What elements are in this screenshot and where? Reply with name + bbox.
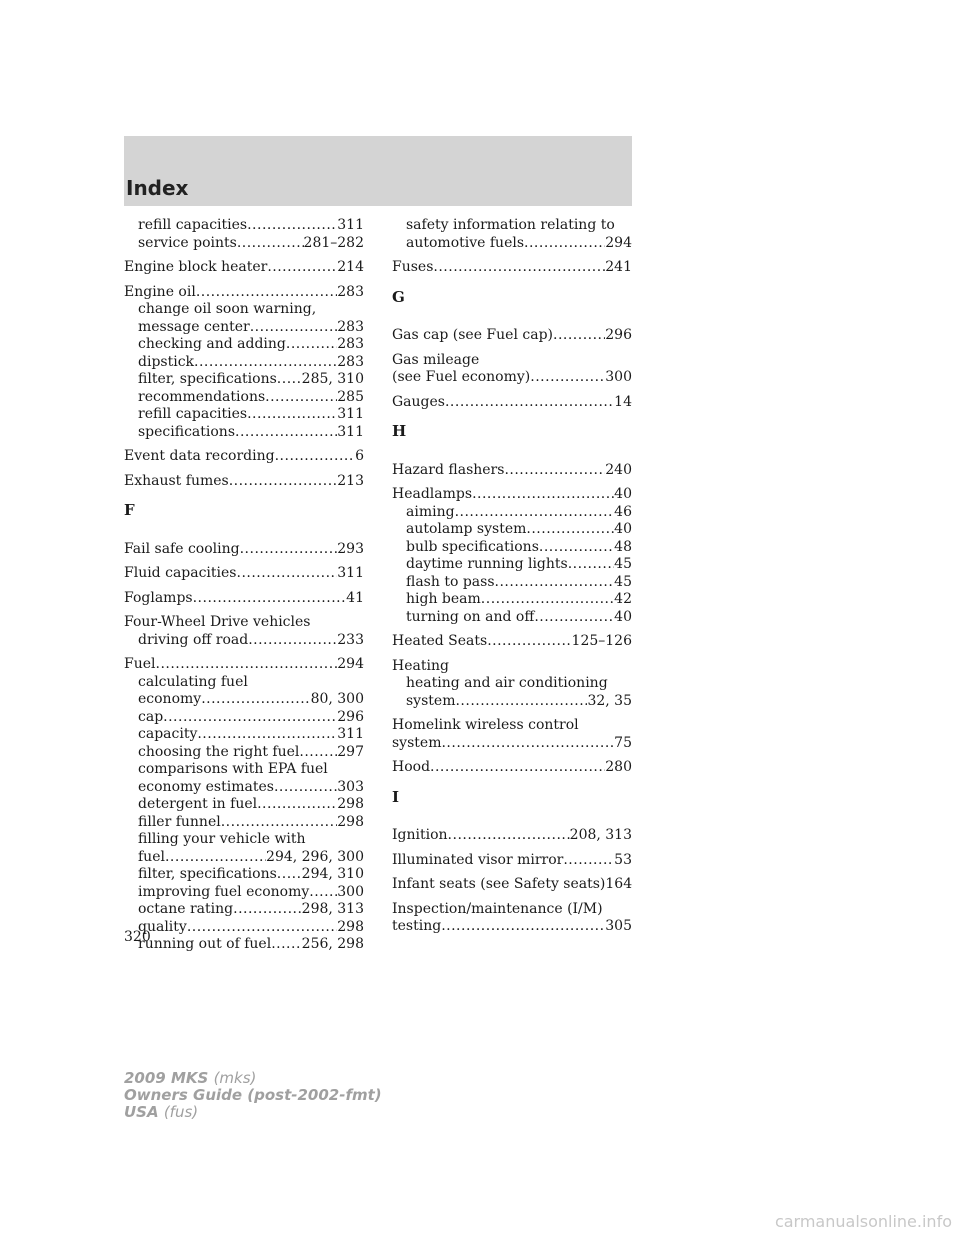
page-ref: 297 (337, 743, 364, 760)
index-term: autolamp system (406, 521, 527, 537)
index-term: economy (138, 691, 202, 707)
index-line (124, 590, 364, 608)
index-line (124, 901, 364, 919)
page-ref: 41 (346, 589, 364, 606)
page-ref: 53 (614, 851, 632, 868)
index-term: bulb specifications (406, 538, 539, 555)
index-line (124, 235, 364, 253)
page-ref: 294, 310 (301, 866, 364, 882)
page-ref: 75 (614, 734, 632, 751)
leader-dots (240, 541, 338, 559)
leader-dots (275, 448, 355, 466)
leader-dots (265, 389, 337, 407)
page-ref: 294 (337, 656, 364, 672)
index-term: refill capacities (138, 406, 248, 422)
leader-dots (247, 406, 337, 424)
index-line (392, 918, 632, 936)
leader-dots (534, 609, 614, 627)
page-title: Index (126, 176, 189, 200)
page-ref: 45 (614, 573, 632, 590)
index-line (124, 473, 364, 491)
page-ref: 280 (605, 759, 632, 775)
index-entry (124, 614, 364, 649)
index-line: calculating fuel (138, 673, 248, 690)
section-letter: I (392, 787, 400, 806)
leader-dots (286, 336, 337, 354)
index-term: turning on and off (406, 608, 535, 625)
page-ref: 45 (614, 556, 632, 572)
index-term: Engine oil (124, 283, 196, 300)
index-term: service points (138, 234, 237, 251)
leader-dots (237, 565, 338, 583)
index-term: Headlamps (392, 486, 473, 502)
index-term: Infant seats (see Safety seats) (392, 876, 606, 892)
page-ref: 294, 296, 300 (266, 848, 364, 865)
index-line (124, 884, 364, 902)
index-line (392, 827, 632, 845)
index-column-right (392, 217, 632, 943)
index-line (392, 462, 632, 480)
leader-dots (455, 693, 587, 711)
page-ref: 283 (337, 283, 364, 300)
index-term: Ignition (392, 827, 448, 843)
leader-dots (524, 235, 605, 253)
page-ref: 40 (614, 486, 632, 502)
index-line (392, 235, 632, 253)
index-line (392, 556, 632, 574)
index-line (392, 735, 632, 753)
index-term: refill capacities (138, 217, 248, 233)
index-line: Four-Wheel Drive vehicles (124, 614, 311, 630)
index-term: testing (392, 918, 442, 934)
index-term: fuel (138, 848, 165, 865)
index-line (124, 284, 364, 302)
index-term: improving fuel economy (138, 883, 310, 900)
index-term: Fuel (124, 656, 156, 672)
leader-dots (277, 866, 302, 884)
footer-model-code: (mks) (213, 1069, 257, 1087)
index-line (392, 693, 632, 711)
leader-dots (472, 486, 614, 504)
leader-dots (250, 319, 338, 337)
index-line (124, 779, 364, 797)
index-entry (124, 590, 364, 608)
index-term: octane rating (138, 901, 234, 917)
index-term: Fail safe cooling (124, 540, 240, 557)
index-entry (392, 352, 632, 387)
index-line (392, 539, 632, 557)
index-line (124, 709, 364, 727)
index-term: checking and adding (138, 336, 286, 352)
leader-dots (539, 539, 614, 557)
index-line (124, 259, 364, 277)
page-ref: 80, 300 (310, 691, 364, 707)
leader-dots (235, 424, 337, 442)
index-line (124, 424, 364, 442)
index-line (124, 336, 364, 354)
index-entry (392, 217, 632, 252)
index-line: Gas mileage (392, 351, 480, 368)
index-entry (392, 827, 632, 845)
index-term: cap (138, 708, 164, 725)
index-line (392, 574, 632, 592)
page-ref: 300 (605, 369, 632, 385)
index-line (392, 327, 632, 345)
index-line: Homelink wireless control (392, 717, 579, 733)
page-ref: 296 (337, 708, 364, 725)
index-line (124, 726, 364, 744)
index-term: Hood (392, 759, 431, 775)
leader-dots (271, 936, 301, 954)
index-line (124, 936, 364, 954)
index-entry (124, 259, 364, 277)
leader-dots (504, 462, 605, 480)
index-term: Fuses (392, 259, 434, 275)
index-term: high beam (406, 591, 481, 607)
index-term: economy estimates (138, 778, 274, 795)
index-line (124, 541, 364, 559)
index-line: Inspection/maintenance (I/M) (392, 900, 603, 917)
footer-line-2 (124, 1087, 382, 1104)
leader-dots (187, 919, 337, 937)
index-entry (392, 901, 632, 936)
leader-dots (487, 633, 571, 651)
index-term: running out of fuel (138, 936, 272, 952)
page-ref: 285 (337, 388, 364, 405)
leader-dots (568, 556, 614, 574)
footer-market-code: (fus) (163, 1103, 199, 1121)
index-term: Foglamps (124, 589, 193, 606)
page-ref: 298 (337, 796, 364, 812)
leader-dots (274, 779, 337, 797)
page-ref: 298 (337, 813, 364, 830)
leader-dots (430, 759, 605, 777)
index-term: detergent in fuel (138, 796, 258, 812)
index-entry (124, 217, 364, 252)
leader-dots (455, 504, 615, 522)
index-term: Event data recording (124, 448, 275, 464)
leader-dots (563, 852, 614, 870)
page-ref: 296 (605, 327, 632, 343)
leader-dots (433, 259, 605, 277)
page-number: 320 (124, 929, 151, 945)
index-term: filter, specifications (138, 371, 277, 387)
leader-dots (309, 884, 337, 902)
index-term: capacity (138, 726, 198, 742)
index-term: filler funnel (138, 813, 221, 830)
index-line (124, 691, 364, 709)
footer-guide: Owners Guide (post-2002-fmt) (124, 1086, 382, 1104)
page-ref: 293 (337, 540, 364, 557)
page-ref: 214 (337, 259, 364, 275)
header-band (124, 136, 632, 206)
index-line (392, 259, 632, 277)
index-entry (124, 541, 364, 559)
page-ref: 283 (337, 336, 364, 352)
index-line (392, 852, 632, 870)
index-term: daytime running lights (406, 556, 568, 572)
section-letter: H (392, 422, 407, 440)
index-line (124, 448, 364, 466)
page-ref: 46 (614, 503, 632, 520)
leader-dots (441, 735, 614, 753)
index-line: safety information relating to (406, 217, 615, 233)
index-line: filling your vehicle with (138, 831, 306, 847)
index-term: Engine block heater (124, 259, 268, 275)
page-ref: 298 (337, 918, 364, 935)
page-ref: 241 (605, 259, 632, 275)
index-line: Heating (392, 657, 449, 674)
index-term: Exhaust fumes (124, 472, 229, 489)
index-line (124, 796, 364, 814)
index-term: (see Fuel economy) (392, 369, 531, 385)
page-ref: 40 (614, 521, 632, 537)
index-line: heating and air conditioning (406, 675, 608, 691)
leader-dots (257, 796, 337, 814)
page-ref: 6 (355, 448, 364, 464)
page-ref: 281–282 (303, 234, 364, 251)
index-term: filter, specifications (138, 866, 277, 882)
index-line (392, 521, 632, 539)
page-ref: 32, 35 (587, 692, 632, 709)
index-term: quality (138, 918, 187, 935)
leader-dots (237, 235, 304, 253)
footer (124, 1070, 382, 1121)
page-ref: 240 (605, 461, 632, 478)
leader-dots (163, 709, 337, 727)
leader-dots (248, 632, 337, 650)
leader-dots (277, 371, 302, 389)
index-line (124, 319, 364, 337)
leader-dots (197, 726, 337, 744)
index-term: specifications (138, 423, 236, 440)
leader-dots (553, 327, 605, 345)
leader-dots (267, 259, 337, 277)
index-term: Fluid capacities (124, 565, 237, 581)
leader-dots (193, 590, 347, 608)
leader-dots (165, 849, 266, 867)
index-entry (124, 656, 364, 954)
index-line (124, 354, 364, 372)
index-line (392, 591, 632, 609)
index-line (124, 371, 364, 389)
index-line (124, 866, 364, 884)
footer-line-1 (124, 1070, 382, 1087)
index-line (124, 632, 364, 650)
page-ref: 40 (614, 608, 632, 625)
page-ref: 208, 313 (569, 827, 632, 843)
index-entry (392, 486, 632, 626)
page-ref: 213 (337, 472, 364, 489)
index-entry (392, 759, 632, 777)
index-term: driving off road (138, 631, 249, 648)
index-entry (392, 633, 632, 651)
leader-dots (495, 574, 615, 592)
index-term: message center (138, 318, 250, 335)
index-line (392, 633, 632, 651)
page-ref: 303 (337, 778, 364, 795)
footer-line-3 (124, 1104, 382, 1121)
index-line (124, 656, 364, 674)
leader-dots (247, 217, 337, 235)
leader-dots (530, 369, 605, 387)
page-ref: 311 (337, 406, 364, 422)
page-ref: 311 (337, 423, 364, 440)
index-line (124, 919, 364, 937)
index-term: automotive fuels (406, 234, 525, 251)
index-entry (392, 876, 632, 894)
index-term: dipstick (138, 353, 195, 370)
index-entry (392, 327, 632, 345)
index-line (124, 814, 364, 832)
leader-dots (201, 691, 310, 709)
index-entry (392, 717, 632, 752)
index-term: system (406, 692, 456, 709)
index-entry (392, 394, 632, 412)
leader-dots (445, 394, 614, 412)
leader-dots (448, 827, 570, 845)
index-entry (124, 473, 364, 491)
index-entry (124, 284, 364, 442)
index-term: aiming (406, 503, 455, 520)
leader-dots (233, 901, 302, 919)
index-line (124, 744, 364, 762)
page-ref: 311 (337, 217, 364, 233)
index-line: change oil soon warning, (138, 301, 317, 317)
leader-dots (221, 814, 338, 832)
leader-dots (481, 591, 614, 609)
footer-model: 2009 MKS (124, 1069, 209, 1087)
index-term: Illuminated visor mirror (392, 851, 564, 868)
page-ref: 285, 310 (301, 371, 364, 387)
index-line (124, 849, 364, 867)
page-ref: 42 (614, 591, 632, 607)
index-line (392, 759, 632, 777)
watermark: carmanualsonline.info (774, 1212, 952, 1231)
index-term: flash to pass (406, 573, 495, 590)
index-line (392, 369, 632, 387)
index-line (124, 565, 364, 583)
index-line (124, 389, 364, 407)
index-term: Gauges (392, 393, 445, 410)
page-ref: 48 (614, 538, 632, 555)
page-ref: 283 (337, 353, 364, 370)
page-ref: 294 (605, 234, 632, 251)
section-letter: F (124, 501, 135, 519)
index-entry (124, 565, 364, 583)
index-term: Gas cap (see Fuel cap) (392, 327, 553, 343)
page-ref: 305 (605, 918, 632, 934)
page-ref: 164 (605, 876, 633, 892)
leader-dots (229, 473, 338, 491)
index-term: recommendations (138, 388, 266, 405)
index-line (392, 876, 632, 894)
index-entry (392, 462, 632, 480)
footer-market: USA (124, 1103, 159, 1121)
index-line (392, 394, 632, 412)
leader-dots (526, 521, 614, 539)
index-entry (392, 259, 632, 277)
index-column-left (124, 217, 364, 961)
index-term: choosing the right fuel (138, 743, 300, 760)
page-ref: 256, 298 (301, 936, 364, 952)
index-term: Hazard flashers (392, 461, 505, 478)
page-ref: 283 (337, 318, 364, 335)
index-term: system (392, 734, 442, 751)
index-line (392, 486, 632, 504)
index-line (124, 217, 364, 235)
page-ref: 233 (337, 631, 364, 648)
index-line (392, 504, 632, 522)
page-ref: 300 (337, 883, 364, 900)
page-ref: 311 (337, 726, 364, 742)
index-line (124, 406, 364, 424)
page-ref: 298, 313 (301, 901, 364, 917)
leader-dots (299, 744, 337, 762)
page-ref: 14 (614, 393, 632, 410)
index-entry (392, 852, 632, 870)
index-entry (392, 658, 632, 711)
page-ref: 125–126 (571, 633, 632, 649)
page-ref: 311 (337, 565, 364, 581)
leader-dots (196, 284, 337, 302)
index-entry (124, 448, 364, 466)
leader-dots (194, 354, 337, 372)
index-line: comparisons with EPA fuel (138, 761, 328, 777)
index-line (392, 609, 632, 627)
leader-dots (441, 918, 605, 936)
index-term: Heated Seats (392, 633, 488, 649)
section-letter: G (392, 287, 405, 306)
leader-dots (156, 656, 338, 674)
